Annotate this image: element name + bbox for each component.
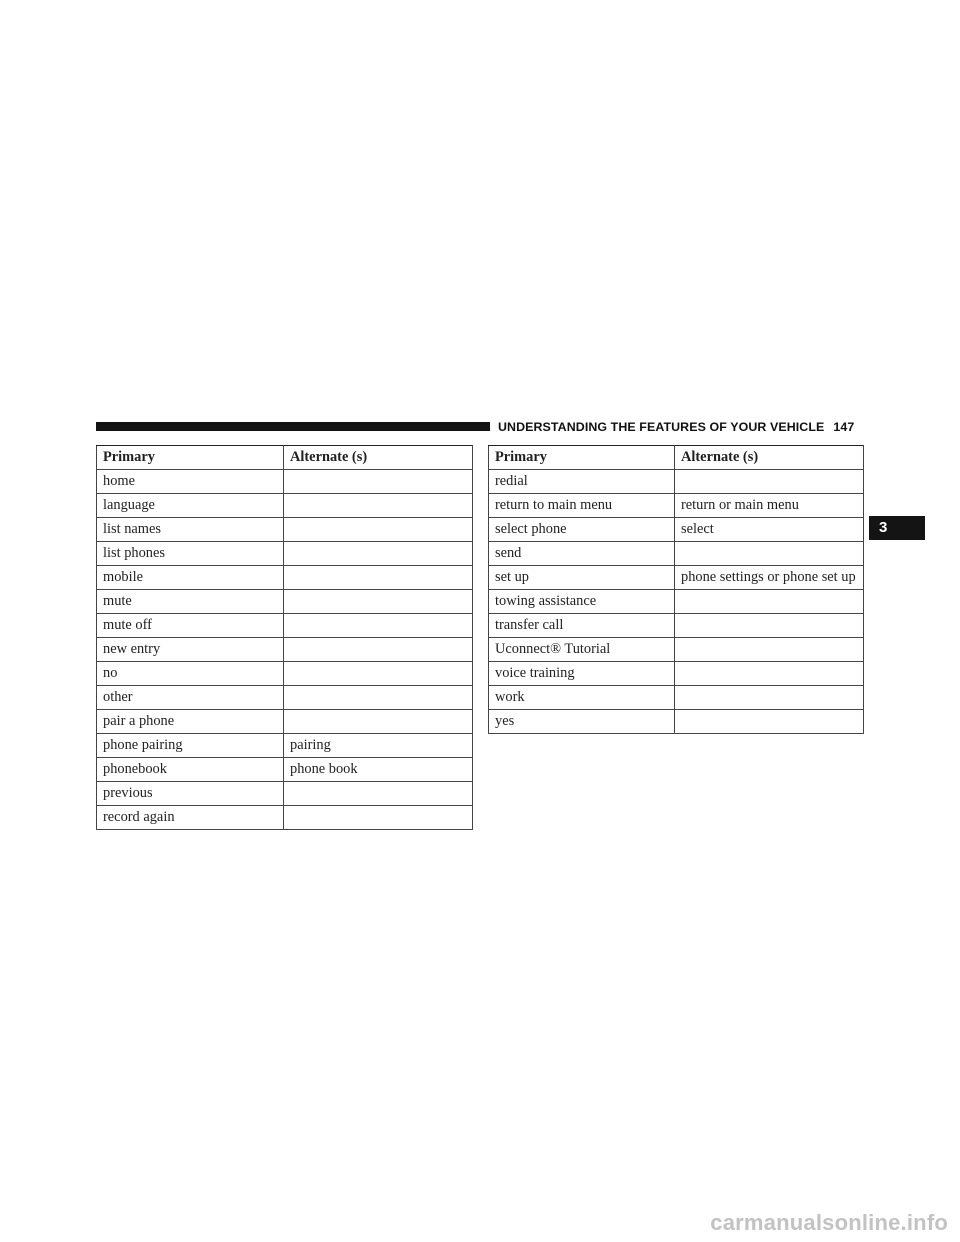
primary-command-cell: list phones — [97, 542, 284, 566]
alternate-command-cell — [284, 590, 473, 614]
table-row — [97, 710, 473, 734]
alternate-command-cell — [675, 542, 864, 566]
primary-command-cell: pair a phone — [97, 710, 284, 734]
alternate-command-cell — [284, 518, 473, 542]
primary-command-cell: return to main menu — [489, 494, 675, 518]
table-header-row — [97, 446, 473, 470]
alternate-command-cell — [675, 710, 864, 734]
alternate-command-cell — [284, 662, 473, 686]
table-row — [489, 710, 864, 734]
table-row — [97, 614, 473, 638]
table-row — [97, 470, 473, 494]
table-row — [489, 638, 864, 662]
running-header — [498, 419, 854, 435]
primary-command-cell: yes — [489, 710, 675, 734]
column-header-alternate: Alternate (s) — [284, 446, 473, 470]
primary-command-cell: redial — [489, 470, 675, 494]
alternate-command-cell: phone settings or phone set up — [675, 566, 864, 590]
alternate-command-cell: select — [675, 518, 864, 542]
primary-command-cell: new entry — [97, 638, 284, 662]
alternate-command-cell: pairing — [284, 734, 473, 758]
table-header-row — [489, 446, 864, 470]
alternate-command-cell — [284, 806, 473, 830]
alternate-command-cell — [284, 542, 473, 566]
alternate-command-cell — [675, 662, 864, 686]
primary-command-cell: phonebook — [97, 758, 284, 782]
table-row — [97, 758, 473, 782]
table-row — [489, 686, 864, 710]
section-title: UNDERSTANDING THE FEATURES OF YOUR VEHICLE — [498, 420, 825, 434]
table-row — [97, 494, 473, 518]
table-row — [489, 662, 864, 686]
table-row — [489, 566, 864, 590]
watermark: carmanualsonline.info — [710, 1210, 948, 1235]
voice-commands-table-left — [96, 445, 473, 830]
voice-commands-table-right — [488, 445, 864, 734]
primary-command-cell: phone pairing — [97, 734, 284, 758]
column-header-primary: Primary — [97, 446, 284, 470]
column-header-primary: Primary — [489, 446, 675, 470]
alternate-command-cell — [675, 638, 864, 662]
alternate-command-cell — [675, 470, 864, 494]
primary-command-cell: Uconnect® Tutorial — [489, 638, 675, 662]
primary-command-cell: record again — [97, 806, 284, 830]
primary-command-cell: other — [97, 686, 284, 710]
table-row — [97, 782, 473, 806]
primary-command-cell: send — [489, 542, 675, 566]
primary-command-cell: no — [97, 662, 284, 686]
table-row — [97, 686, 473, 710]
chapter-tab: 3 — [869, 516, 925, 540]
alternate-command-cell — [284, 566, 473, 590]
primary-command-cell: mute — [97, 590, 284, 614]
header-rule — [96, 422, 490, 431]
table-row — [97, 518, 473, 542]
table-row — [489, 470, 864, 494]
table-row — [489, 542, 864, 566]
table-row — [97, 542, 473, 566]
table-row — [489, 590, 864, 614]
table-row — [97, 806, 473, 830]
alternate-command-cell — [284, 614, 473, 638]
alternate-command-cell — [284, 494, 473, 518]
alternate-command-cell — [284, 638, 473, 662]
table-row — [489, 614, 864, 638]
table-row — [489, 518, 864, 542]
primary-command-cell: transfer call — [489, 614, 675, 638]
alternate-command-cell — [284, 710, 473, 734]
primary-command-cell: home — [97, 470, 284, 494]
page-number: 147 — [833, 420, 855, 434]
primary-command-cell: work — [489, 686, 675, 710]
alternate-command-cell — [675, 590, 864, 614]
table-row — [97, 638, 473, 662]
table-row — [97, 590, 473, 614]
primary-command-cell: previous — [97, 782, 284, 806]
table-row — [97, 662, 473, 686]
primary-command-cell: mobile — [97, 566, 284, 590]
primary-command-cell: mute off — [97, 614, 284, 638]
alternate-command-cell — [284, 686, 473, 710]
primary-command-cell: towing assistance — [489, 590, 675, 614]
primary-command-cell: language — [97, 494, 284, 518]
table-row — [97, 734, 473, 758]
primary-command-cell: select phone — [489, 518, 675, 542]
alternate-command-cell — [284, 782, 473, 806]
alternate-command-cell: phone book — [284, 758, 473, 782]
table-row — [489, 494, 864, 518]
alternate-command-cell — [675, 686, 864, 710]
alternate-command-cell — [284, 470, 473, 494]
alternate-command-cell — [675, 614, 864, 638]
column-header-alternate: Alternate (s) — [675, 446, 864, 470]
alternate-command-cell: return or main menu — [675, 494, 864, 518]
primary-command-cell: list names — [97, 518, 284, 542]
primary-command-cell: voice training — [489, 662, 675, 686]
table-row — [97, 566, 473, 590]
primary-command-cell: set up — [489, 566, 675, 590]
